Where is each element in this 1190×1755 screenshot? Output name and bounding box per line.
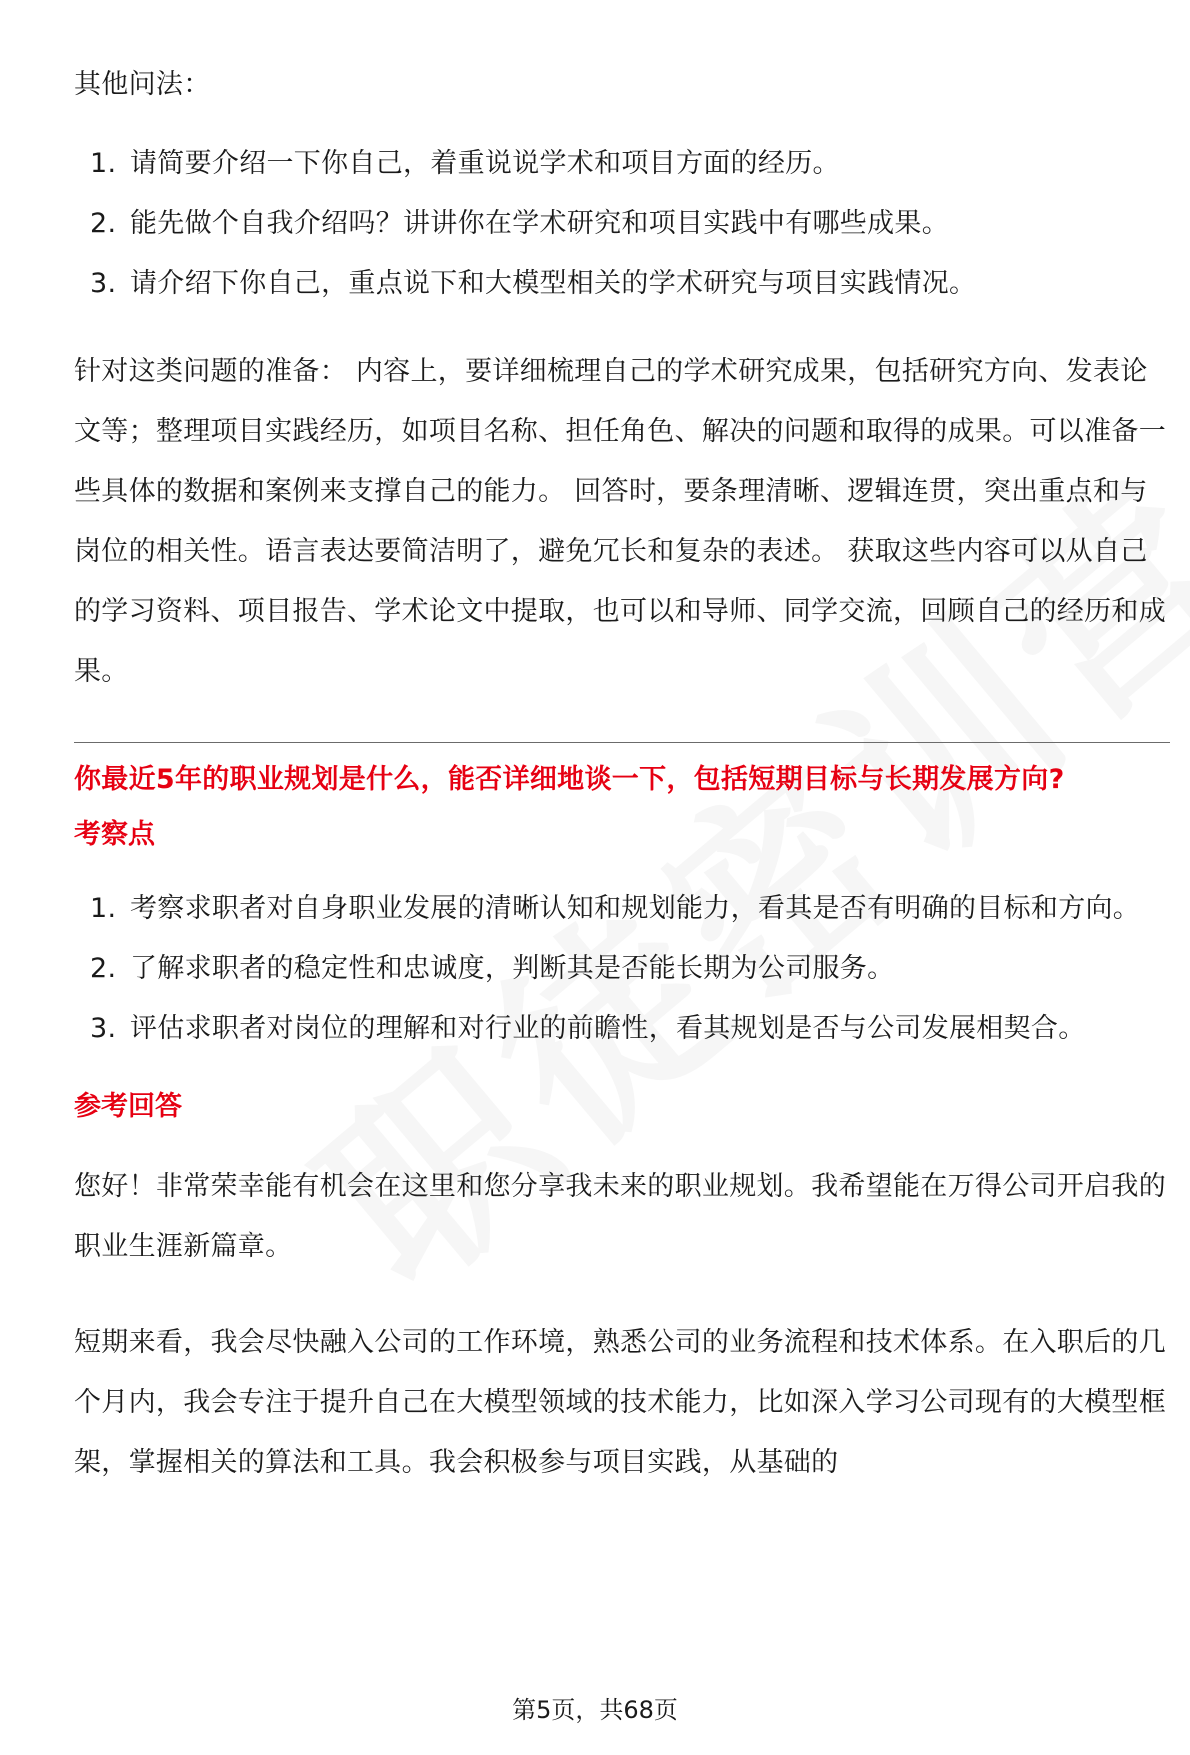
list-item-text: 能先做个自我介绍吗？讲讲你在学术研究和项目实践中有哪些成果。	[130, 208, 949, 239]
answer-paragraph: 短期来看，我会尽快融入公司的工作环境，熟悉公司的业务流程和技术体系。在入职后的几个月内，我会专注于提升自己在大模型领域的技术能力，比如深入学习公司现有的大模型框架，掌握相关的算法和工具。我会积极参与项目实践，从基础的	[74, 1327, 1166, 1478]
focus-heading: 考察点	[74, 819, 155, 850]
list-number: 3.	[90, 268, 117, 299]
page-footer: 第5页，共68页	[512, 1696, 678, 1724]
list-number: 2.	[90, 208, 117, 239]
list-item-text: 评估求职者对岗位的理解和对行业的前瞻性，看其规划是否与公司发展相契合。	[130, 1013, 1086, 1044]
list-item	[74, 879, 1170, 939]
section-divider	[74, 742, 1170, 743]
list-item	[74, 254, 1170, 314]
list-number: 1.	[90, 893, 117, 924]
prep-paragraph: 针对这类问题的准备： 内容上，要详细梳理自己的学术研究成果，包括研究方向、发表论文等；整理项目实践经历，如项目名称、担任角色、解决的问题和取得的成果。可以准备一些具体的数据和案例来支撑自己的能力。 回答时，要条理清晰、逻辑连贯，突出重点和与岗位的相关性。语言表达要简洁明了，避免冗长和复杂的表述。 获取这些内容可以从自己的学习资料、项目报告、学术论文中提取，也可以和导师、同学交流，回顾自己的经历和成果。	[74, 356, 1166, 687]
list-item-text: 考察求职者对自身职业发展的清晰认知和规划能力，看其是否有明确的目标和方向。	[130, 893, 1141, 924]
list-item	[74, 194, 1170, 254]
alt-questions-list	[74, 134, 1170, 314]
list-item	[74, 134, 1170, 194]
answer-heading: 参考回答	[74, 1091, 182, 1122]
answer-paragraph: 您好！非常荣幸能有机会在这里和您分享我未来的职业规划。我希望能在万得公司开启我的职业生涯新篇章。	[74, 1171, 1166, 1262]
focus-points-list	[74, 879, 1170, 1059]
document-page	[74, 60, 1170, 1493]
list-item-text: 了解求职者的稳定性和忠诚度，判断其是否能长期为公司服务。	[130, 953, 895, 984]
list-item	[74, 939, 1170, 999]
intro-label: 其他问法：	[74, 69, 211, 100]
list-item-text: 请介绍下你自己，重点说下和大模型相关的学术研究与项目实践情况。	[130, 268, 977, 299]
list-item	[74, 999, 1170, 1059]
list-number: 2.	[90, 953, 117, 984]
list-number: 1.	[90, 148, 117, 179]
question-title: 你最近5年的职业规划是什么，能否详细地谈一下，包括短期目标与长期发展方向?	[74, 764, 1065, 795]
list-item-text: 请简要介绍一下你自己，着重说说学术和项目方面的经历。	[130, 148, 840, 179]
list-number: 3.	[90, 1013, 117, 1044]
